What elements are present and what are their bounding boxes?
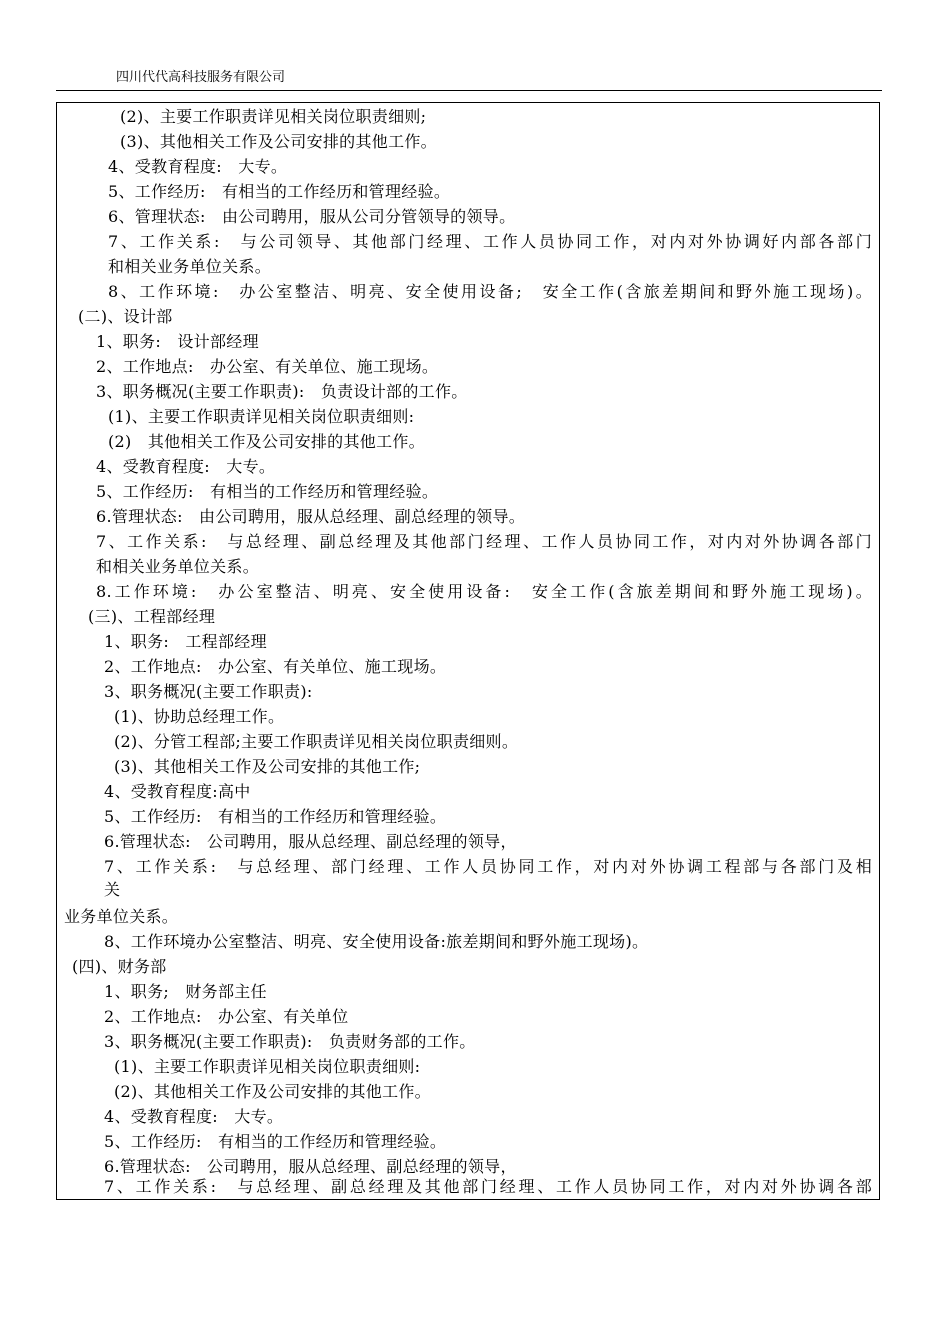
text-line: 3、职务概况(主要工作职责): — [104, 682, 313, 701]
text-line: 4、受教育程度: 大专。 — [104, 1107, 284, 1126]
text-line: 和相关业务单位关系。 — [108, 257, 272, 276]
text-line: 4、受教育程度: 大专。 — [96, 457, 276, 476]
text-line: (1)、主要工作职责详见相关岗位职责细则: — [114, 1057, 421, 1076]
text-line: (2)、分管工程部;主要工作职责详见相关岗位职责细则。 — [114, 732, 519, 751]
text-line: 8、工作环境: 办公室整洁、明亮、安全使用设备; 安全工作(含旅差期间和野外施工现场)。 — [108, 282, 872, 301]
text-line: 3、职务概况(主要工作职责): 负责设计部的工作。 — [96, 382, 468, 401]
company-header: 四川代代高科技服务有限公司 — [116, 70, 286, 85]
text-line: 5、工作经历: 有相当的工作经历和管理经验。 — [96, 482, 439, 501]
section-heading: (二)、设计部 — [78, 307, 173, 326]
text-line: 5、工作经历: 有相当的工作经历和管理经验。 — [104, 807, 447, 826]
text-line: (2) 其他相关工作及公司安排的其他工作。 — [108, 432, 425, 451]
text-line: 1、职务: 设计部经理 — [96, 332, 259, 351]
text-line: (3)、其他相关工作及公司安排的其他工作; — [114, 757, 421, 776]
text-line: 8.工作环境: 办公室整洁、明亮、安全使用设备: 安全工作(含旅差期间和野外施工现场)。 — [96, 582, 872, 601]
text-line: 7、工作关系: 与总经理、部门经理、工作人员协同工作，对内对外协调工程部与各部门及相 — [104, 857, 872, 876]
text-line: 2、工作地点: 办公室、有关单位 — [104, 1007, 349, 1026]
text-line: 6.管理状态: 由公司聘用，服从总经理、副总经理的领导。 — [96, 507, 526, 526]
text-line: 1、职务; 财务部主任 — [104, 982, 267, 1001]
text-line: 关 — [104, 880, 121, 899]
text-line: (1)、协助总经理工作。 — [114, 707, 285, 726]
text-line: (3)、其他相关工作及公司安排的其他工作。 — [120, 132, 437, 151]
text-line: (2)、主要工作职责详见相关岗位职责细则; — [120, 107, 427, 126]
text-line: 5、工作经历: 有相当的工作经历和管理经验。 — [104, 1132, 447, 1151]
text-line: 5、工作经历: 有相当的工作经历和管理经验。 — [108, 182, 451, 201]
text-line: 7、工作关系: 与公司领导、其他部门经理、工作人员协同工作，对内对外协调好内部各部门 — [108, 232, 872, 251]
text-line: (2)、其他相关工作及公司安排的其他工作。 — [114, 1082, 431, 1101]
text-line: 6.管理状态: 公司聘用，服从总经理、副总经理的领导， — [104, 1157, 517, 1176]
section-heading: (四)、财务部 — [72, 957, 167, 976]
text-line: 7、工作关系: 与总经理、副总经理及其他部门经理、工作人员协同工作，对内对外协调各部 — [104, 1177, 872, 1196]
text-line: 2、工作地点: 办公室、有关单位、施工现场。 — [96, 357, 439, 376]
text-line: 8、工作环境办公室整洁、明亮、安全使用设备:旅差期间和野外施工现场)。 — [104, 932, 649, 951]
text-line: 4、受教育程度: 大专。 — [108, 157, 288, 176]
text-line: (1)、主要工作职责详见相关岗位职责细则: — [108, 407, 415, 426]
header-divider — [56, 90, 882, 91]
text-line: 2、工作地点: 办公室、有关单位、施工现场。 — [104, 657, 447, 676]
text-line: 6、管理状态: 由公司聘用，服从公司分管领导的领导。 — [108, 207, 516, 226]
text-line: 3、职务概况(主要工作职责): 负责财务部的工作。 — [104, 1032, 476, 1051]
text-line: 7、工作关系: 与总经理、副总经理及其他部门经理、工作人员协同工作，对内对外协调各部门 — [96, 532, 872, 551]
text-line: 1、职务: 工程部经理 — [104, 632, 267, 651]
text-line: 4、受教育程度:高中 — [104, 782, 251, 801]
section-heading: (三)、工程部经理 — [88, 607, 216, 626]
text-line: 6.管理状态: 公司聘用，服从总经理、副总经理的领导， — [104, 832, 517, 851]
text-line: 和相关业务单位关系。 — [96, 557, 260, 576]
text-line: 业务单位关系。 — [64, 907, 179, 926]
